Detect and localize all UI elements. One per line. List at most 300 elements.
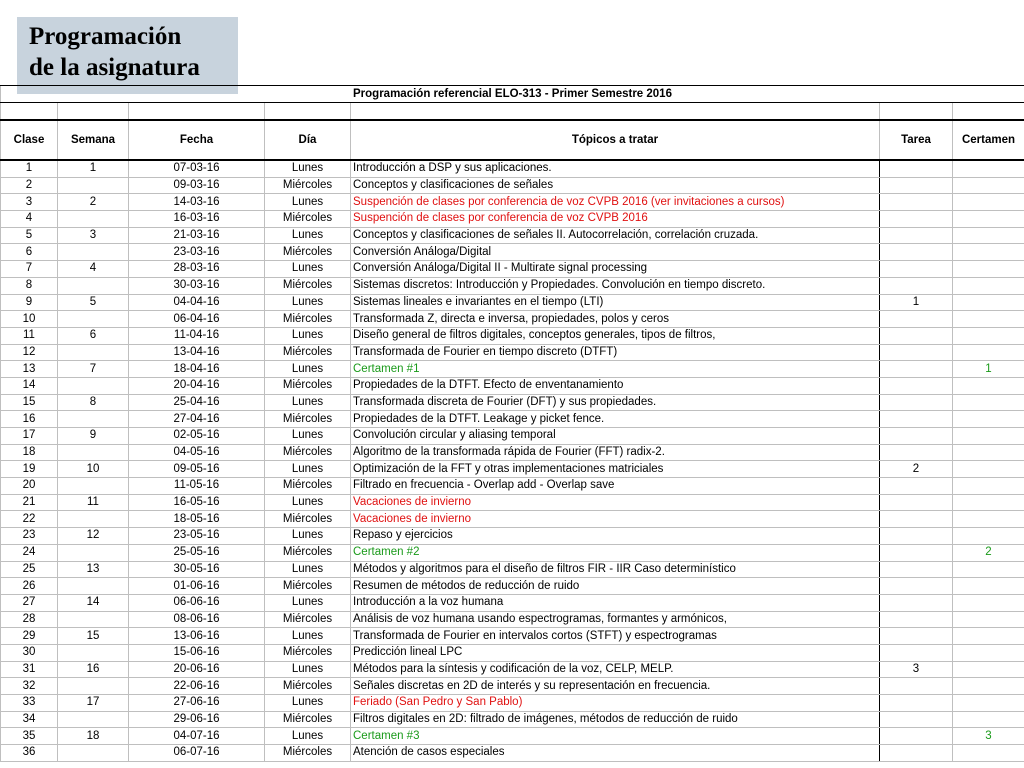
cell-topico: Introducción a DSP y sus aplicaciones. bbox=[351, 160, 880, 177]
cell-tarea bbox=[880, 311, 953, 328]
table-row bbox=[1, 394, 1024, 411]
table-row bbox=[1, 344, 1024, 361]
cell-topico: Señales discretas en 2D de interés y su representación en frecuencia. bbox=[351, 678, 880, 695]
table-row bbox=[1, 561, 1024, 578]
cell-certamen bbox=[953, 227, 1024, 244]
cell-clase: 16 bbox=[1, 411, 58, 428]
cell-certamen bbox=[953, 394, 1024, 411]
cell-fecha: 18-04-16 bbox=[129, 361, 265, 378]
table-row bbox=[1, 177, 1024, 194]
cell-dia: Lunes bbox=[265, 461, 351, 478]
cell-certamen bbox=[953, 494, 1024, 511]
cell-clase: 7 bbox=[1, 261, 58, 278]
cell-dia: Lunes bbox=[265, 327, 351, 344]
cell-semana: 18 bbox=[58, 728, 129, 745]
cell-fecha: 23-03-16 bbox=[129, 244, 265, 261]
cell-topico: Transformada de Fourier en tiempo discreto (DTFT) bbox=[351, 344, 880, 361]
cell-certamen bbox=[953, 327, 1024, 344]
cell-certamen bbox=[953, 411, 1024, 428]
cell-semana bbox=[58, 344, 129, 361]
cell-tarea bbox=[880, 528, 953, 545]
cell-semana bbox=[58, 678, 129, 695]
cell-clase: 32 bbox=[1, 678, 58, 695]
cell-topico: Propiedades de la DTFT. Leakage y picket fence. bbox=[351, 411, 880, 428]
cell-certamen bbox=[953, 177, 1024, 194]
cell-tarea bbox=[880, 594, 953, 611]
cell-dia: Miércoles bbox=[265, 444, 351, 461]
cell-fecha: 04-07-16 bbox=[129, 728, 265, 745]
cell-certamen bbox=[953, 578, 1024, 595]
cell-fecha: 14-03-16 bbox=[129, 194, 265, 211]
cell-tarea bbox=[880, 644, 953, 661]
cell-certamen bbox=[953, 461, 1024, 478]
cell-tarea bbox=[880, 444, 953, 461]
cell-tarea bbox=[880, 511, 953, 528]
header-fecha: Fecha bbox=[129, 120, 265, 160]
table-row bbox=[1, 528, 1024, 545]
cell-semana bbox=[58, 177, 129, 194]
table-row bbox=[1, 578, 1024, 595]
cell-tarea: 2 bbox=[880, 461, 953, 478]
cell-topico: Feriado (San Pedro y San Pablo) bbox=[351, 695, 880, 712]
cell-topico: Vacaciones de invierno bbox=[351, 511, 880, 528]
cell-fecha: 02-05-16 bbox=[129, 428, 265, 445]
cell-topico: Transformada Z, directa e inversa, propiedades, polos y ceros bbox=[351, 311, 880, 328]
cell-clase: 9 bbox=[1, 294, 58, 311]
slide-title-line-2: de la asignatura bbox=[29, 54, 200, 81]
cell-dia: Lunes bbox=[265, 428, 351, 445]
cell-semana bbox=[58, 211, 129, 228]
cell-fecha: 07-03-16 bbox=[129, 160, 265, 177]
cell-dia: Lunes bbox=[265, 494, 351, 511]
cell-topico: Certamen #2 bbox=[351, 544, 880, 561]
cell-certamen bbox=[953, 194, 1024, 211]
cell-tarea bbox=[880, 678, 953, 695]
cell-dia: Lunes bbox=[265, 294, 351, 311]
table-row bbox=[1, 211, 1024, 228]
cell-clase: 24 bbox=[1, 544, 58, 561]
cell-tarea bbox=[880, 695, 953, 712]
cell-fecha: 09-05-16 bbox=[129, 461, 265, 478]
table-row bbox=[1, 294, 1024, 311]
cell-topico: Atención de casos especiales bbox=[351, 745, 880, 762]
table-row bbox=[1, 711, 1024, 728]
cell-clase: 10 bbox=[1, 311, 58, 328]
cell-dia: Lunes bbox=[265, 594, 351, 611]
cell-fecha: 18-05-16 bbox=[129, 511, 265, 528]
cell-tarea bbox=[880, 611, 953, 628]
cell-clase: 4 bbox=[1, 211, 58, 228]
cell-clase: 20 bbox=[1, 478, 58, 495]
cell-dia: Miércoles bbox=[265, 644, 351, 661]
cell-fecha: 04-05-16 bbox=[129, 444, 265, 461]
cell-tarea bbox=[880, 578, 953, 595]
cell-semana bbox=[58, 745, 129, 762]
cell-fecha: 25-04-16 bbox=[129, 394, 265, 411]
cell-fecha: 20-06-16 bbox=[129, 661, 265, 678]
cell-semana: 13 bbox=[58, 561, 129, 578]
cell-dia: Miércoles bbox=[265, 511, 351, 528]
cell-clase: 26 bbox=[1, 578, 58, 595]
header-clase: Clase bbox=[1, 120, 58, 160]
cell-fecha: 13-06-16 bbox=[129, 628, 265, 645]
empty-cell bbox=[265, 103, 351, 121]
cell-dia: Lunes bbox=[265, 561, 351, 578]
cell-semana bbox=[58, 511, 129, 528]
cell-fecha: 25-05-16 bbox=[129, 544, 265, 561]
cell-tarea bbox=[880, 344, 953, 361]
spacer-row bbox=[1, 103, 1024, 121]
cell-tarea bbox=[880, 728, 953, 745]
cell-dia: Miércoles bbox=[265, 311, 351, 328]
cell-semana bbox=[58, 578, 129, 595]
cell-certamen bbox=[953, 428, 1024, 445]
cell-fecha: 29-06-16 bbox=[129, 711, 265, 728]
table-row bbox=[1, 428, 1024, 445]
cell-tarea bbox=[880, 227, 953, 244]
cell-clase: 15 bbox=[1, 394, 58, 411]
table-row bbox=[1, 478, 1024, 495]
cell-topico: Certamen #3 bbox=[351, 728, 880, 745]
table-row bbox=[1, 461, 1024, 478]
table-row bbox=[1, 361, 1024, 378]
cell-fecha: 09-03-16 bbox=[129, 177, 265, 194]
cell-clase: 6 bbox=[1, 244, 58, 261]
cell-clase: 29 bbox=[1, 628, 58, 645]
cell-tarea bbox=[880, 494, 953, 511]
cell-fecha: 11-05-16 bbox=[129, 478, 265, 495]
cell-dia: Lunes bbox=[265, 361, 351, 378]
cell-fecha: 23-05-16 bbox=[129, 528, 265, 545]
cell-clase: 18 bbox=[1, 444, 58, 461]
cell-tarea bbox=[880, 544, 953, 561]
cell-clase: 17 bbox=[1, 428, 58, 445]
cell-topico: Sistemas lineales e invariantes en el tiempo (LTI) bbox=[351, 294, 880, 311]
cell-tarea bbox=[880, 628, 953, 645]
cell-clase: 22 bbox=[1, 511, 58, 528]
cell-clase: 14 bbox=[1, 377, 58, 394]
cell-semana bbox=[58, 611, 129, 628]
table-row bbox=[1, 628, 1024, 645]
cell-semana bbox=[58, 244, 129, 261]
cell-topico: Conceptos y clasificaciones de señales II. Autocorrelación, correlación cruzada. bbox=[351, 227, 880, 244]
empty-cell bbox=[880, 103, 953, 121]
cell-clase: 5 bbox=[1, 227, 58, 244]
cell-clase: 36 bbox=[1, 745, 58, 762]
cell-topico: Certamen #1 bbox=[351, 361, 880, 378]
cell-clase: 19 bbox=[1, 461, 58, 478]
cell-clase: 27 bbox=[1, 594, 58, 611]
cell-semana bbox=[58, 644, 129, 661]
cell-semana: 9 bbox=[58, 428, 129, 445]
table-row bbox=[1, 678, 1024, 695]
cell-topico: Algoritmo de la transformada rápida de Fourier (FFT) radix-2. bbox=[351, 444, 880, 461]
cell-topico: Conversión Análoga/Digital II - Multirate signal processing bbox=[351, 261, 880, 278]
cell-certamen bbox=[953, 511, 1024, 528]
cell-semana: 1 bbox=[58, 160, 129, 177]
cell-fecha: 04-04-16 bbox=[129, 294, 265, 311]
cell-topico: Repaso y ejercicios bbox=[351, 528, 880, 545]
table-row bbox=[1, 160, 1024, 177]
cell-topico: Propiedades de la DTFT. Efecto de enventanamiento bbox=[351, 377, 880, 394]
cell-tarea bbox=[880, 411, 953, 428]
cell-tarea bbox=[880, 327, 953, 344]
cell-dia: Miércoles bbox=[265, 177, 351, 194]
cell-fecha: 06-06-16 bbox=[129, 594, 265, 611]
cell-topico: Filtros digitales en 2D: filtrado de imágenes, métodos de reducción de ruido bbox=[351, 711, 880, 728]
cell-certamen bbox=[953, 277, 1024, 294]
cell-semana: 14 bbox=[58, 594, 129, 611]
cell-topico: Transformada de Fourier en intervalos cortos (STFT) y espectrogramas bbox=[351, 628, 880, 645]
cell-dia: Lunes bbox=[265, 695, 351, 712]
table-row bbox=[1, 745, 1024, 762]
cell-fecha: 27-06-16 bbox=[129, 695, 265, 712]
table-row bbox=[1, 494, 1024, 511]
cell-dia: Miércoles bbox=[265, 578, 351, 595]
cell-fecha: 08-06-16 bbox=[129, 611, 265, 628]
cell-dia: Lunes bbox=[265, 528, 351, 545]
table-row bbox=[1, 511, 1024, 528]
cell-dia: Lunes bbox=[265, 261, 351, 278]
cell-dia: Lunes bbox=[265, 394, 351, 411]
cell-tarea bbox=[880, 177, 953, 194]
cell-tarea bbox=[880, 194, 953, 211]
sheet-title-row bbox=[1, 86, 1024, 103]
cell-clase: 2 bbox=[1, 177, 58, 194]
cell-topico: Predicción lineal LPC bbox=[351, 644, 880, 661]
cell-topico: Resumen de métodos de reducción de ruido bbox=[351, 578, 880, 595]
cell-tarea bbox=[880, 711, 953, 728]
cell-dia: Miércoles bbox=[265, 745, 351, 762]
cell-semana: 12 bbox=[58, 528, 129, 545]
cell-semana: 4 bbox=[58, 261, 129, 278]
cell-dia: Miércoles bbox=[265, 544, 351, 561]
cell-dia: Miércoles bbox=[265, 411, 351, 428]
cell-topico: Filtrado en frecuencia - Overlap add - Overlap save bbox=[351, 478, 880, 495]
cell-dia: Miércoles bbox=[265, 244, 351, 261]
header-topicos: Tópicos a tratar bbox=[351, 120, 880, 160]
cell-clase: 35 bbox=[1, 728, 58, 745]
cell-clase: 21 bbox=[1, 494, 58, 511]
cell-topico: Conversión Análoga/Digital bbox=[351, 244, 880, 261]
cell-certamen bbox=[953, 377, 1024, 394]
cell-certamen bbox=[953, 344, 1024, 361]
cell-semana bbox=[58, 478, 129, 495]
cell-semana: 16 bbox=[58, 661, 129, 678]
cell-dia: Miércoles bbox=[265, 711, 351, 728]
cell-semana: 11 bbox=[58, 494, 129, 511]
cell-dia: Lunes bbox=[265, 628, 351, 645]
cell-semana: 17 bbox=[58, 695, 129, 712]
cell-dia: Lunes bbox=[265, 160, 351, 177]
cell-fecha: 06-07-16 bbox=[129, 745, 265, 762]
cell-semana: 10 bbox=[58, 461, 129, 478]
cell-fecha: 15-06-16 bbox=[129, 644, 265, 661]
cell-clase: 13 bbox=[1, 361, 58, 378]
cell-clase: 28 bbox=[1, 611, 58, 628]
cell-dia: Miércoles bbox=[265, 678, 351, 695]
cell-tarea bbox=[880, 261, 953, 278]
cell-topico: Métodos para la síntesis y codificación de la voz, CELP, MELP. bbox=[351, 661, 880, 678]
cell-semana: 8 bbox=[58, 394, 129, 411]
cell-topico: Vacaciones de invierno bbox=[351, 494, 880, 511]
cell-tarea bbox=[880, 745, 953, 762]
cell-dia: Miércoles bbox=[265, 377, 351, 394]
cell-topico: Análisis de voz humana usando espectrogramas, formantes y armónicos, bbox=[351, 611, 880, 628]
cell-tarea bbox=[880, 478, 953, 495]
cell-topico: Suspención de clases por conferencia de voz CVPB 2016 (ver invitaciones a cursos) bbox=[351, 194, 880, 211]
cell-semana: 15 bbox=[58, 628, 129, 645]
cell-topico: Conceptos y clasificaciones de señales bbox=[351, 177, 880, 194]
cell-tarea bbox=[880, 244, 953, 261]
cell-dia: Lunes bbox=[265, 194, 351, 211]
cell-clase: 33 bbox=[1, 695, 58, 712]
cell-clase: 31 bbox=[1, 661, 58, 678]
cell-fecha: 16-03-16 bbox=[129, 211, 265, 228]
cell-topico: Optimización de la FFT y otras implementaciones matriciales bbox=[351, 461, 880, 478]
table-row bbox=[1, 728, 1024, 745]
table-row bbox=[1, 594, 1024, 611]
cell-clase: 11 bbox=[1, 327, 58, 344]
cell-fecha: 30-03-16 bbox=[129, 277, 265, 294]
cell-tarea bbox=[880, 377, 953, 394]
cell-topico: Sistemas discretos: Introducción y Propiedades. Convolución en tiempo discreto. bbox=[351, 277, 880, 294]
cell-certamen bbox=[953, 244, 1024, 261]
cell-topico: Diseño general de filtros digitales, conceptos generales, tipos de filtros, bbox=[351, 327, 880, 344]
cell-certamen bbox=[953, 211, 1024, 228]
cell-dia: Miércoles bbox=[265, 478, 351, 495]
cell-certamen bbox=[953, 528, 1024, 545]
cell-dia: Miércoles bbox=[265, 211, 351, 228]
table-row bbox=[1, 444, 1024, 461]
cell-tarea bbox=[880, 277, 953, 294]
cell-topico: Introducción a la voz humana bbox=[351, 594, 880, 611]
cell-certamen bbox=[953, 311, 1024, 328]
cell-dia: Lunes bbox=[265, 728, 351, 745]
cell-certamen bbox=[953, 160, 1024, 177]
cell-clase: 8 bbox=[1, 277, 58, 294]
cell-fecha: 11-04-16 bbox=[129, 327, 265, 344]
cell-clase: 12 bbox=[1, 344, 58, 361]
cell-tarea: 1 bbox=[880, 294, 953, 311]
empty-cell bbox=[351, 103, 880, 121]
cell-fecha: 30-05-16 bbox=[129, 561, 265, 578]
schedule-table bbox=[0, 85, 1024, 762]
cell-certamen bbox=[953, 678, 1024, 695]
empty-cell bbox=[129, 103, 265, 121]
cell-dia: Lunes bbox=[265, 227, 351, 244]
cell-clase: 34 bbox=[1, 711, 58, 728]
table-row bbox=[1, 544, 1024, 561]
cell-semana bbox=[58, 711, 129, 728]
cell-semana bbox=[58, 311, 129, 328]
cell-semana: 5 bbox=[58, 294, 129, 311]
cell-clase: 3 bbox=[1, 194, 58, 211]
cell-fecha: 28-03-16 bbox=[129, 261, 265, 278]
cell-fecha: 27-04-16 bbox=[129, 411, 265, 428]
empty-cell bbox=[953, 103, 1024, 121]
cell-clase: 23 bbox=[1, 528, 58, 545]
header-tarea: Tarea bbox=[880, 120, 953, 160]
table-row bbox=[1, 377, 1024, 394]
cell-dia: Lunes bbox=[265, 661, 351, 678]
table-row bbox=[1, 327, 1024, 344]
cell-semana: 3 bbox=[58, 227, 129, 244]
cell-certamen bbox=[953, 711, 1024, 728]
table-row bbox=[1, 644, 1024, 661]
cell-topico: Transformada discreta de Fourier (DFT) y sus propiedades. bbox=[351, 394, 880, 411]
cell-certamen bbox=[953, 478, 1024, 495]
cell-certamen bbox=[953, 644, 1024, 661]
table-row bbox=[1, 194, 1024, 211]
cell-certamen bbox=[953, 261, 1024, 278]
cell-clase: 30 bbox=[1, 644, 58, 661]
cell-certamen bbox=[953, 611, 1024, 628]
table-row bbox=[1, 227, 1024, 244]
cell-fecha: 20-04-16 bbox=[129, 377, 265, 394]
cell-semana bbox=[58, 544, 129, 561]
table-row bbox=[1, 244, 1024, 261]
cell-semana bbox=[58, 377, 129, 394]
cell-certamen bbox=[953, 628, 1024, 645]
cell-fecha: 13-04-16 bbox=[129, 344, 265, 361]
cell-certamen bbox=[953, 594, 1024, 611]
slide-title-box bbox=[17, 17, 238, 94]
cell-tarea bbox=[880, 361, 953, 378]
sheet-title: Programación referencial ELO-313 - Primer Semestre 2016 bbox=[1, 86, 1024, 103]
table-row bbox=[1, 611, 1024, 628]
cell-certamen: 3 bbox=[953, 728, 1024, 745]
empty-cell bbox=[58, 103, 129, 121]
cell-topico: Convolución circular y aliasing temporal bbox=[351, 428, 880, 445]
cell-semana: 6 bbox=[58, 327, 129, 344]
cell-semana: 2 bbox=[58, 194, 129, 211]
cell-certamen: 2 bbox=[953, 544, 1024, 561]
cell-fecha: 06-04-16 bbox=[129, 311, 265, 328]
cell-fecha: 22-06-16 bbox=[129, 678, 265, 695]
cell-certamen: 1 bbox=[953, 361, 1024, 378]
cell-certamen bbox=[953, 444, 1024, 461]
cell-topico: Métodos y algoritmos para el diseño de filtros FIR - IIR Caso determinístico bbox=[351, 561, 880, 578]
cell-fecha: 01-06-16 bbox=[129, 578, 265, 595]
cell-semana: 7 bbox=[58, 361, 129, 378]
table-row bbox=[1, 311, 1024, 328]
cell-clase: 1 bbox=[1, 160, 58, 177]
header-certamen: Certamen bbox=[953, 120, 1024, 160]
table-row bbox=[1, 277, 1024, 294]
header-row bbox=[1, 120, 1024, 160]
cell-clase: 25 bbox=[1, 561, 58, 578]
cell-dia: Miércoles bbox=[265, 344, 351, 361]
cell-tarea bbox=[880, 428, 953, 445]
cell-certamen bbox=[953, 745, 1024, 762]
cell-tarea bbox=[880, 211, 953, 228]
cell-certamen bbox=[953, 294, 1024, 311]
cell-semana bbox=[58, 444, 129, 461]
table-row bbox=[1, 411, 1024, 428]
cell-tarea: 3 bbox=[880, 661, 953, 678]
slide-title-line-1: Programación bbox=[29, 23, 182, 50]
cell-fecha: 16-05-16 bbox=[129, 494, 265, 511]
table-row bbox=[1, 261, 1024, 278]
cell-tarea bbox=[880, 160, 953, 177]
cell-certamen bbox=[953, 661, 1024, 678]
cell-certamen bbox=[953, 561, 1024, 578]
table-row bbox=[1, 695, 1024, 712]
cell-topico: Suspención de clases por conferencia de voz CVPB 2016 bbox=[351, 211, 880, 228]
cell-semana bbox=[58, 411, 129, 428]
header-semana: Semana bbox=[58, 120, 129, 160]
